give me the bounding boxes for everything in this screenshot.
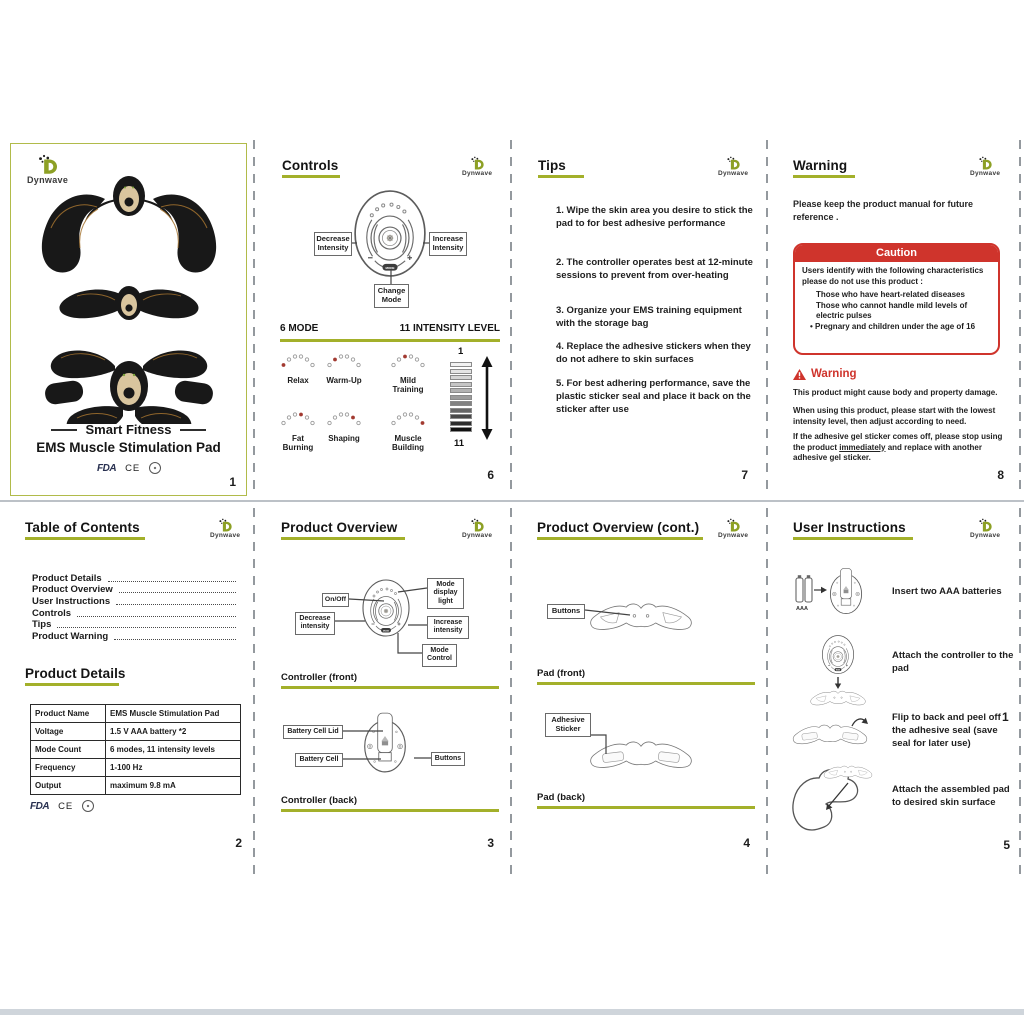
section-title: Product Details (25, 666, 126, 681)
caption-underline (537, 682, 755, 685)
decor-dash (180, 429, 206, 431)
title-underline (281, 537, 405, 540)
decor-dash (51, 429, 77, 431)
page-number: 8 (997, 468, 1004, 482)
intensity-arrow-icon (480, 356, 494, 440)
page-overview (262, 508, 518, 878)
bottom-edge-bar (0, 1009, 1024, 1015)
page-controls (262, 140, 518, 500)
product-details-table (30, 704, 241, 795)
page-number: 4 (743, 836, 750, 850)
tip-item: 4. Replace the adhesive stickers when they do not adhere to skin surfaces (556, 341, 751, 366)
cert-round-icon (149, 462, 161, 474)
brand-logo: Dynwave (718, 156, 748, 177)
dynwave-logo-icon (470, 156, 485, 171)
certification-marks (97, 462, 161, 474)
mode-display-light-label: Mode display light (427, 578, 464, 609)
step-text: Insert two AAA batteries (892, 586, 1002, 597)
change-mode-label: Change Mode (374, 284, 409, 308)
battery-type-label: AAA (796, 606, 808, 612)
intensity-min: 1 (458, 346, 464, 357)
mode-count-header: 6 MODE (280, 323, 319, 334)
attach-to-skin-icon (786, 764, 876, 832)
certification-marks (30, 800, 94, 812)
dynwave-logo-icon (726, 156, 741, 171)
dotted-leader (114, 639, 236, 640)
diagram-caption: Pad (back) (537, 792, 586, 803)
caution-item: Those who cannot handle mild levels of electric pulses (816, 300, 968, 321)
dynwave-logo-icon (978, 156, 993, 171)
emphasized-word: immediately (839, 442, 886, 452)
dynwave-logo-icon (726, 518, 741, 533)
warning-triangle-icon (793, 369, 806, 380)
brand-logo: Dynwave (462, 156, 492, 177)
dynwave-logo-icon (218, 518, 233, 533)
table-row: Mode Count 6 modes, 11 intensity levels (31, 741, 241, 759)
step-text: Flip to back and peel off the adhesive seal (save seal for later use) (892, 712, 1001, 749)
pad-back-diagram (518, 730, 774, 778)
diagram-caption: Controller (front) (281, 672, 357, 683)
battery-cell-lid-label: Battery Cell Lid (283, 725, 343, 739)
page-warning (774, 140, 1024, 500)
brand-logo: Dynwave (462, 518, 492, 539)
series-title-row (11, 422, 246, 437)
brand-logo: Dynwave (970, 518, 1000, 539)
mode-control-label: Mode Control (422, 644, 457, 667)
increase-intensity-label: Increase intensity (427, 616, 469, 639)
page-toc (8, 508, 256, 878)
step-text: Attach the assembled pad to desired skin surface (892, 784, 1010, 808)
title-underline (25, 683, 119, 686)
page-instructions (774, 508, 1024, 878)
page-title: Warning (793, 158, 848, 173)
page-title: Table of Contents (25, 520, 140, 535)
warning-paragraph: When using this product, please start with the lowest intensity level, then adjust according to need. (793, 406, 996, 426)
mode-label: Muscle Building (392, 434, 424, 453)
dotted-leader (108, 581, 236, 582)
caution-box (793, 243, 1000, 355)
caution-body (795, 262, 998, 332)
page-title: Controls (282, 158, 339, 173)
title-underline (25, 537, 145, 540)
page-title: Product Overview (281, 520, 398, 535)
mode-relax-icon (280, 354, 316, 368)
mode-label: Warm-Up (326, 376, 362, 385)
dotted-leader (119, 592, 236, 593)
toc-list (32, 572, 238, 642)
caution-title: Caution (795, 245, 998, 262)
ce-mark: CE (125, 462, 141, 474)
sub-warning-heading: Warning (793, 368, 857, 380)
title-underline (538, 175, 584, 178)
peel-seal-icon (790, 714, 874, 756)
caution-intro: Users identify with the following characteristics please do not use this product : (802, 266, 984, 286)
increase-intensity-label: Increase Intensity (429, 232, 467, 256)
cut-line (253, 140, 255, 497)
intensity-scale (450, 362, 472, 434)
page-number: 7 (741, 468, 748, 482)
series-title: Smart Fitness (85, 422, 172, 437)
toc-entry: User Instructions (32, 595, 238, 607)
caption-underline (281, 809, 499, 812)
tip-item: 1. Wipe the skin area you desire to stick the pad to for best adhesive performance (556, 205, 753, 230)
page-cover (10, 143, 247, 496)
mode-mild-training-icon (390, 354, 426, 368)
title-underline (793, 537, 913, 540)
brand-logo: Dynwave (210, 518, 240, 539)
hip-trainer-image (42, 176, 216, 272)
page-tips (518, 140, 774, 500)
table-row: Frequency 1-100 Hz (31, 759, 241, 777)
decrease-intensity-label: Decrease intensity (295, 612, 335, 635)
page-number: 3 (487, 836, 494, 850)
dotted-leader (116, 604, 236, 605)
mode-muscle-building-icon (390, 412, 426, 426)
on-off-label: On/Off (322, 593, 349, 607)
brand-logo: Dynwave (718, 518, 748, 539)
toc-entry: Product Overview (32, 584, 238, 596)
dotted-leader (77, 616, 236, 617)
page-title: User Instructions (793, 520, 906, 535)
product-title: EMS Muscle Stimulation Pad (36, 440, 221, 455)
cert-round-icon (82, 800, 94, 812)
diagram-caption: Controller (back) (281, 795, 358, 806)
margin-note: 1 (1002, 710, 1009, 724)
abs-pad-image (44, 351, 214, 424)
tip-item: 5. For best adhering performance, save the plastic sticker seal and place it back on the sticker after use (556, 378, 751, 416)
decrease-intensity-label: Decrease Intensity (314, 232, 352, 256)
warning-paragraph: If the adhesive gel sticker comes off, please stop using the product immediately and replace with another adhesive gel sticker. (793, 432, 1003, 463)
buttons-label: Buttons (431, 752, 465, 766)
ce-mark: CE (58, 800, 74, 812)
caution-item: Those who have heart-related diseases (816, 290, 965, 300)
intensity-max: 11 (454, 438, 465, 449)
fda-mark: FDA (30, 800, 50, 812)
caption-underline (537, 806, 755, 809)
mode-label: Fat Burning (282, 434, 314, 453)
mode-label: Mild Training (392, 376, 424, 395)
mode-shaping-icon (326, 412, 362, 426)
intensity-header: 11 INTENSITY LEVEL (399, 323, 500, 334)
page-title: Tips (538, 158, 566, 173)
warning-intro: Please keep the product manual for future reference . (793, 199, 974, 222)
tip-item: 3. Organize your EMS training equipment with the storage bag (556, 305, 742, 330)
page-title: Product Overview (cont.) (537, 520, 700, 535)
product-images (29, 166, 229, 424)
table-row: Voltage 1.5 V AAA battery *2 (31, 723, 241, 741)
adhesive-sticker-label: Adhesive Sticker (545, 713, 591, 737)
tip-item: 2. The controller operates best at 12-minute sessions to prevent from over-heating (556, 257, 753, 282)
buttons-label: Buttons (547, 604, 585, 619)
page-overview-cont (518, 508, 774, 878)
diagram-caption: Pad (front) (537, 668, 586, 679)
mode-fat-burning-icon (280, 412, 316, 426)
mode-label: Relax (287, 376, 309, 385)
toc-entry: Product Warning (32, 630, 238, 642)
section-underline (280, 339, 500, 342)
table-row: Product Name EMS Muscle Stimulation Pad (31, 705, 241, 723)
insert-batteries-icon (792, 564, 868, 626)
brand-name: Dynwave (27, 175, 69, 185)
warning-paragraph: This product might cause body and property damage. (793, 388, 998, 397)
small-pad-image (59, 286, 198, 320)
page-number: 1 (229, 475, 236, 489)
mode-warmup-icon (326, 354, 362, 368)
title-underline (282, 175, 340, 178)
title-underline (793, 175, 855, 178)
row-divider (0, 500, 1024, 502)
page-number: 5 (1003, 838, 1010, 852)
fda-mark: FDA (97, 462, 117, 474)
brand-logo: Dynwave (970, 156, 1000, 177)
step-text: Attach the controller to the pad (892, 650, 1014, 674)
toc-entry: Controls (32, 607, 238, 619)
attach-controller-icon (808, 634, 868, 708)
caution-item: • Pregnary and children under the age of 16 (810, 321, 976, 331)
toc-entry: Tips (32, 619, 238, 631)
page-number: 6 (487, 468, 494, 482)
mode-label: Shaping (328, 434, 360, 443)
dynwave-logo-icon (978, 518, 993, 533)
title-underline (537, 537, 703, 540)
caption-underline (281, 686, 499, 689)
toc-entry: Product Details (32, 572, 238, 584)
page-number: 2 (235, 836, 242, 850)
battery-cell-label: Battery Cell (295, 753, 343, 767)
dotted-leader (57, 627, 236, 628)
table-row: Output maximum 9.8 mA (31, 777, 241, 795)
dynwave-logo-icon (470, 518, 485, 533)
